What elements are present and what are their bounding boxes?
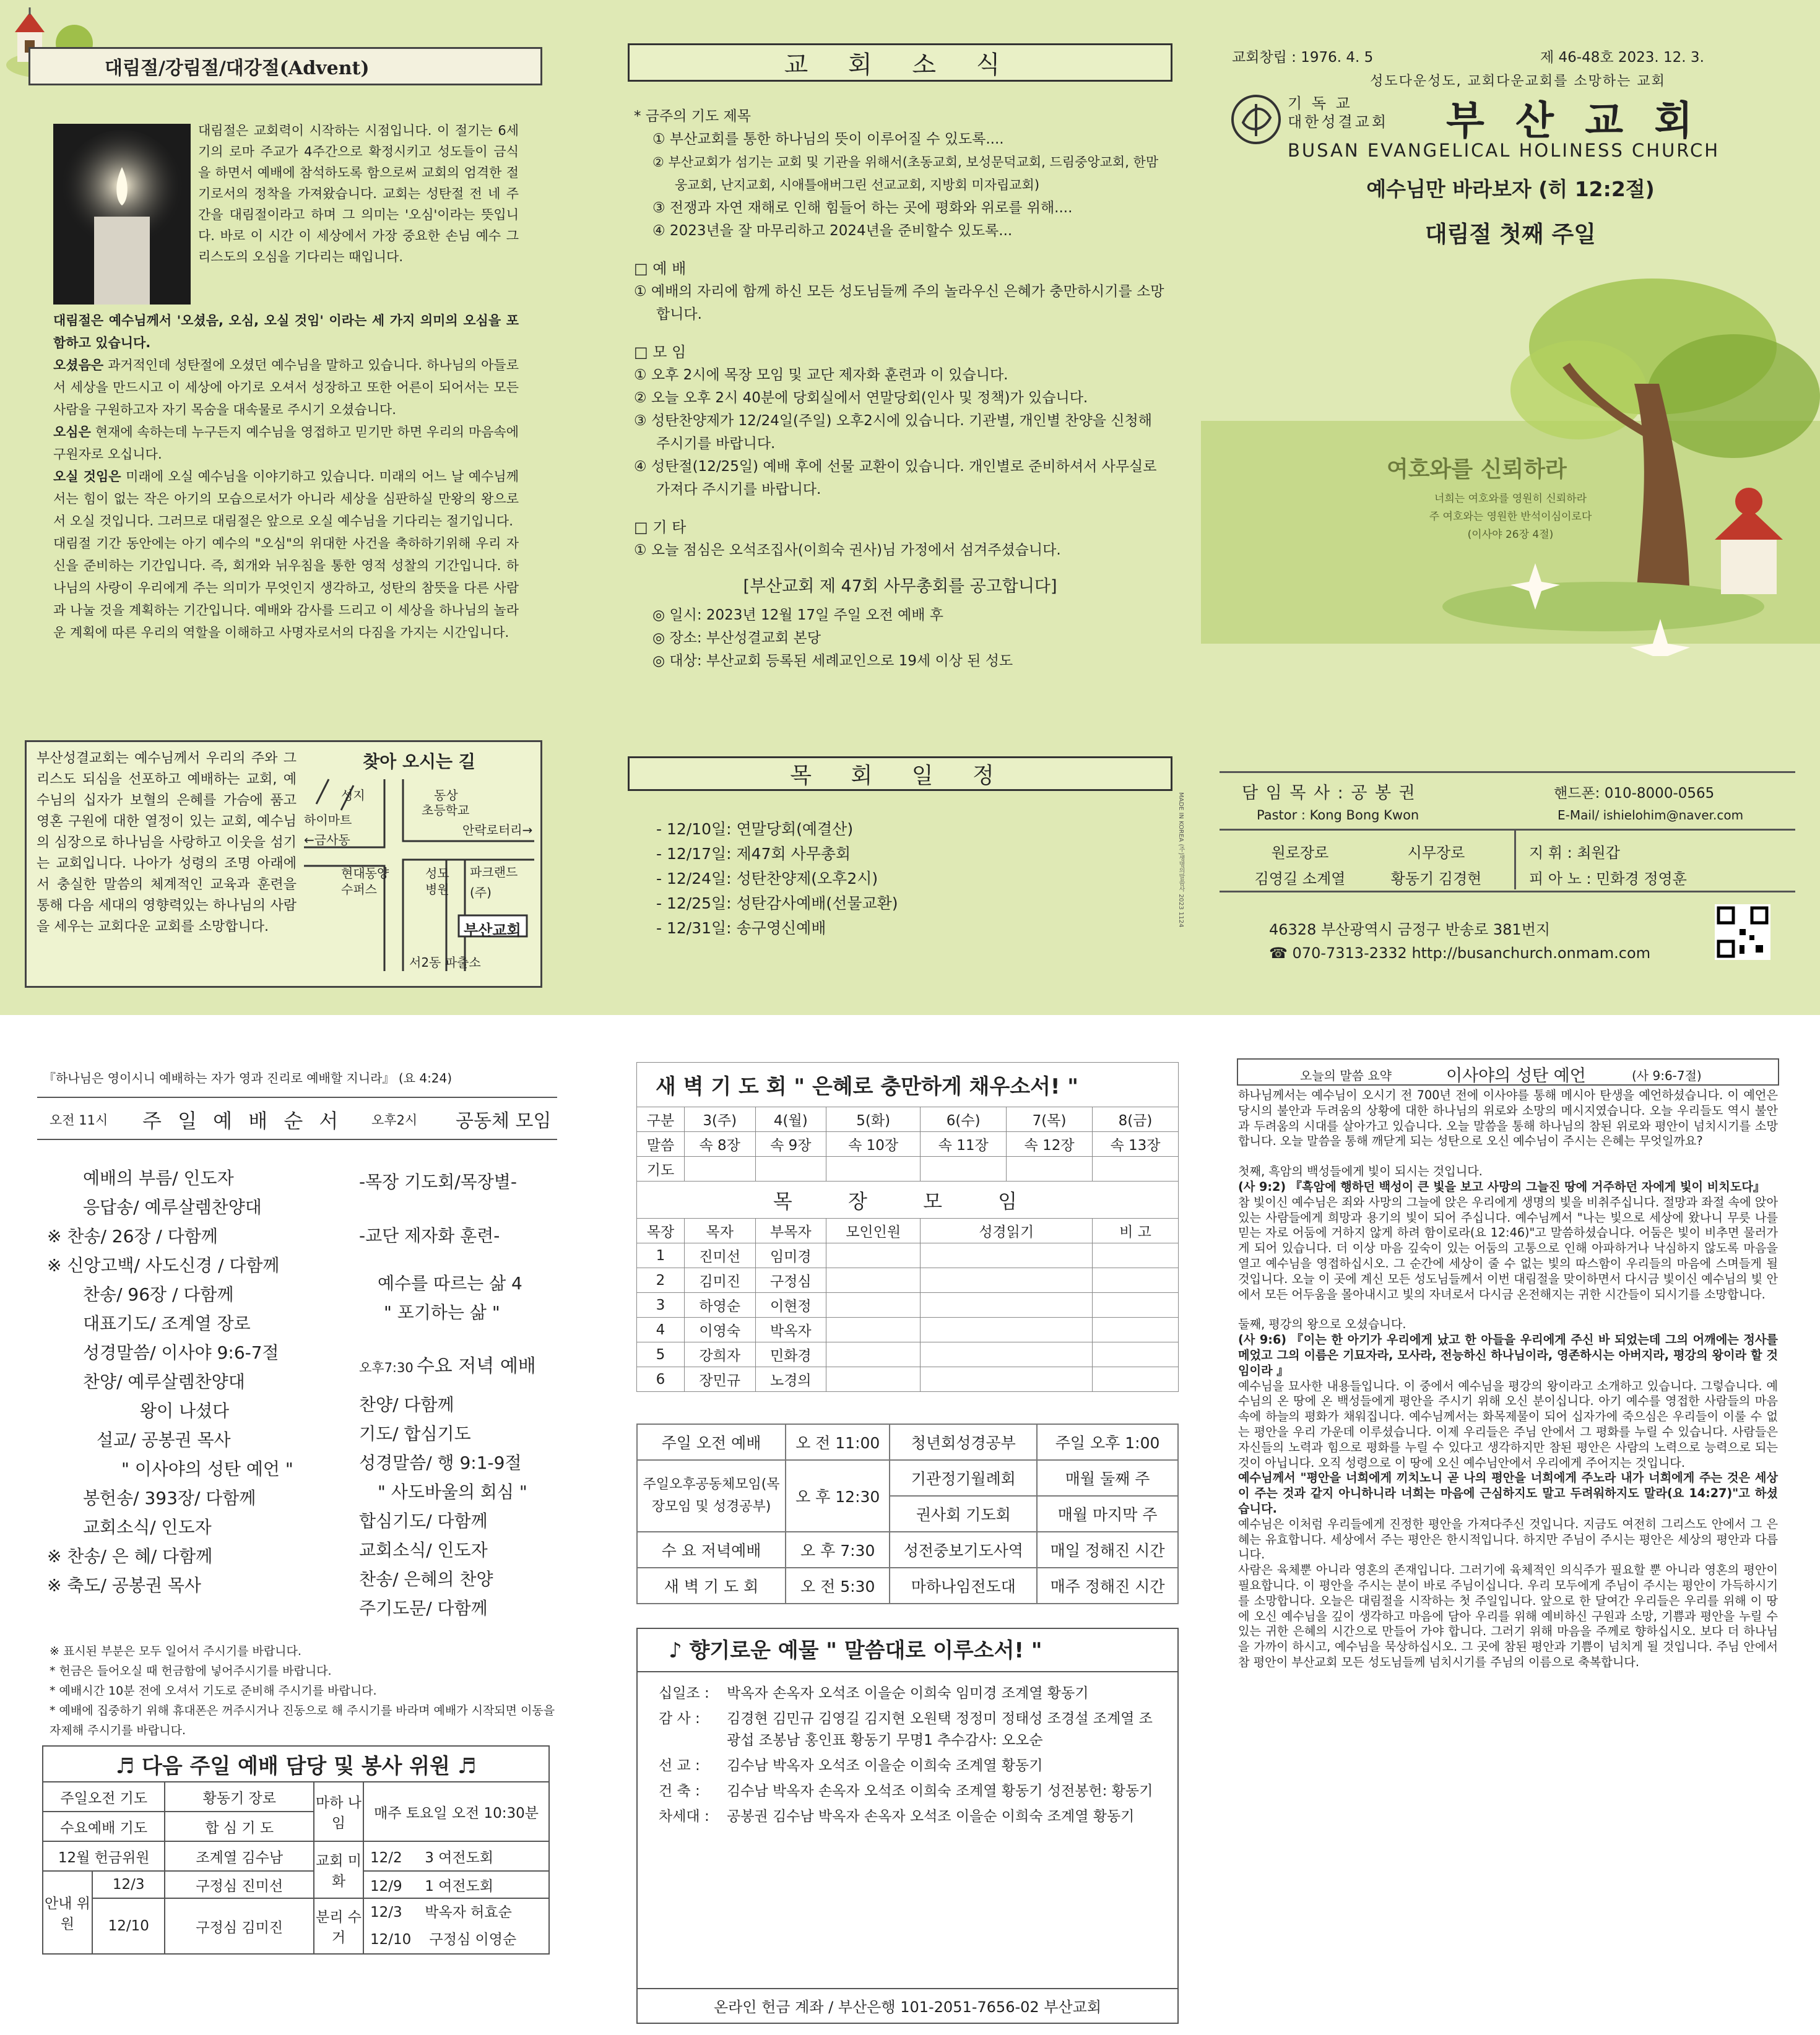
music [1529,840,1687,892]
sermon-quote2: (사 9:6) 『이는 한 아기가 우리에게 났고 한 아들을 우리에게 주신 바 되었는데 그의 어깨에는 정사를 메었고 그의 이름은 기묘자라, 모사라, 전능하신 하나님이라, 영존하시는 아버지라, 평강의 왕이라 할 것임이라 』 [1238,1333,1778,1378]
svc-name: 청년회성경공부 [890,1424,1037,1460]
cell-blank [1093,1268,1179,1293]
duty-cell: 황동기 장로 [165,1782,314,1812]
pianist: 피 아 노 : 민화경 정영훈 [1529,870,1687,888]
duty-cell: 수요예배 기도 [43,1812,165,1841]
am-item: " 이사야의 성탄 예언 " [121,1459,293,1479]
dawn-pray-cell [826,1157,921,1182]
cell-leader: 강희자 [684,1342,755,1367]
dawn-word: 속 8장 [684,1132,755,1157]
am-time: 오전 11시 [50,1113,108,1128]
map-label-school: 초등학교 [422,803,470,818]
meeting-heading: □ 모 임 [634,343,687,361]
sermon-body3: 예수님께서 "평안을 너희에게 끼치노니 곧 나의 평안을 너희에게 주노라 내가 너희에게 주는 것은 세상이 주는 것과 같지 아니하니라 너희는 마음에 근심하지도 말고 두려워하지도 말라(요 14:27)"고 하셨습니다. [1238,1471,1778,1516]
sermon-body4: 예수님은 이처럼 우리들에게 진정한 평안을 가져다주신 것입니다. 지금도 여전히 그리스도 안에서 그 은혜는 유효합니다. 세상에서 주는 평안은 한시적입니다. 하지만 주님이 주시는 평안은 세상의 평안과 다릅니다. [1238,1516,1778,1562]
sermon-label: 오늘의 말씀 요약 [1300,1068,1392,1083]
cell-blank [1093,1342,1179,1367]
svc-time: 매주 정해진 시간 [1037,1568,1178,1604]
dawn-word: 속 13장 [1093,1132,1179,1157]
cell-blank [826,1243,921,1268]
svc-name: 기관정기월례회 [890,1460,1037,1496]
duty-cell: 주일오전 기도 [43,1782,165,1812]
map-label-parkland: 파크랜드(주) [470,865,518,900]
directions-map [304,748,534,977]
schedule-title: 목 회 일 정 [628,756,1172,791]
meeting-item: ④ 성탄절(12/25일) 예배 후에 선물 교환이 있습니다. 개인별로 준비하셔서 사무실로 가져다 주시기를 바랍니다. [634,459,1157,498]
service-column [25,1015,582,2035]
sermon-point2: 둘째, 평강의 왕으로 오셨습니다. [1238,1317,1406,1332]
pm-order [359,1167,522,1327]
notice-item: ◎ 장소: 부산성결교회 본당 [652,630,821,646]
cell-head: 부목자 [755,1219,826,1243]
pastor-label: 담 임 목 사 : 공 봉 권 [1242,784,1416,803]
advent-intro-text: 대림절은 교회력이 시작하는 시점입니다. 이 절기는 6세기의 로마 주교가 4주간으로 확정시키고 성도들이 금식을 하면서 예배에 참석하도록 함으로써 교회의 엄격한 절기로서의 정착을 가져왔습니다. 교회는 성탄절 전 네 주간을 대림절이라고 하며 그 의미는 '오심'이라는 뜻입니다. 바로 이 시간 이 세상에서 가장 중요한 손님 예수 그리스도의 오심을 기다리는 때입니다. [198,123,519,264]
cell-sub: 민화경 [755,1342,826,1367]
cell-blank [1093,1293,1179,1318]
duty-title: ♬ 다음 주일 예배 담당 및 봉사 위원 ♬ [43,1746,549,1782]
wed-title-row [359,1350,536,1378]
svc-name: 새 벽 기 도 회 [637,1568,786,1604]
prayer-item: ① 부산교회를 통한 하나님의 뜻이 이루어질 수 있도록.... [652,131,1004,147]
notice-item: ◎ 대상: 부산교회 등록된 세례교인으로 19세 이상 된 성도 [652,653,1013,669]
svc-time: 오 전 5:30 [786,1568,890,1604]
pm-item: -목장 기도회/목장별- [359,1172,517,1192]
pastor-phone: 핸드폰: 010-8000-0565 [1554,785,1715,801]
advent-p1-head: 오셨음은 [53,358,104,373]
print-code: MADE IN KOREA (주)생명의말씀사 2023 1124 [1177,792,1184,928]
advent-p1: 과거적인데 성탄절에 오셨던 예수님을 말하고 있습니다. 하나님의 아들로서 세상을 만드시고 이 세상에 아기로 오셔서 성장하고 또한 어른이 되어서는 모든 사람을 구원하고자 자기 목숨을 대속물로 주시기 오셨습니다. [53,358,519,417]
cell-blank [826,1318,921,1342]
church-logo-icon [1229,93,1283,146]
duty-cell: 마하 나임 [314,1782,363,1841]
am-item: ※ 찬송/ 26장 / 다함께 [47,1226,218,1246]
map-label-seongmo: 성모 [425,866,449,881]
bun-date: 12/3 [370,1904,402,1921]
cell-leader: 진미선 [684,1243,755,1268]
dawn-pray-cell [1093,1157,1179,1182]
map-label-church: 부산교회 [464,922,521,939]
notice-item: ◎ 일시: 2023년 12월 17일 주일 오전 예배 후 [652,607,943,623]
art-ref: (이사야 26장 4절) [1467,529,1554,541]
dawn-head: 6(수) [921,1107,1007,1132]
worship-item: ① 예배의 자리에 함께 하신 모든 성도님들께 주의 놀라우신 은혜가 충만하시기를 소망합니다. [634,283,1164,322]
staff-block [1220,771,1795,962]
deacons [1374,840,1498,892]
deacon-names: 황동기 김경현 [1390,870,1482,888]
advent-title-box [28,47,542,85]
cell-blank [921,1318,1093,1342]
map-label-hyundai: 현대동양 [341,866,389,881]
map-label-himart: 하이마트 [304,813,352,827]
svc-name: 수 요 저녁예배 [637,1532,786,1568]
cell-blank [1093,1367,1179,1392]
advent-p4: 대림절 기간 동안에는 아기 예수의 "오심"의 위대한 사건을 축하하기위해 우리 자신을 준비하는 기간입니다. 즉, 회개와 뉘우침을 통한 영적 성찰의 기간입니다. 하나님의 사랑이 우리에게 주는 의미가 무엇인지 생각하고, 성탄의 참뜻을 다른 사람과 나눌 것을 계획하는 기간입니다. 예배와 감사를 드리고 이 세상을 하나님의 놀라운 계획에 따른 우리의 역할을 이해하고 사명자로서의 다짐을 가지는 시간입니다. [53,536,519,640]
map-label-geumsa: ←금사동 [304,832,350,847]
duty-cell: 12/3 [92,1871,165,1898]
art-line1: 너희는 여호와를 영원히 신뢰하라 [1434,493,1587,505]
dawn-word: 속 9장 [755,1132,826,1157]
dawn-head: 5(화) [826,1107,921,1132]
duty-cell: 조계열 김수남 [165,1841,314,1871]
svc-name: 주일오후공동체모임(목장모임 및 성경공부) [637,1460,786,1532]
pm-item: -교단 제자화 훈련- [359,1225,500,1246]
deacon-label: 시무장로 [1407,844,1465,862]
mission-map-box [25,740,542,988]
prayer-item: ② 부산교회가 섬기는 교회 및 기관을 위해서(초동교회, 보성문덕교회, 드림중앙교회, 한맘웅교회, 난지교회, 시애틀애버그린 선교교회, 지방회 미자립교회) [652,155,1159,192]
sermon-column [1232,1015,1801,2035]
theme-verse: 예수님만 바라보자 (히 12:2절) [1366,177,1655,201]
dawn-pray-cell [684,1157,755,1182]
offering-type: 선 교 : [659,1758,700,1774]
schedule-item: - 12/10일: 연말당회(예결산) [656,820,854,838]
wed-title: 수요 저녁 예배 [416,1355,536,1377]
church-english-name: BUSAN EVANGELICAL HOLINESS CHURCH [1288,140,1720,161]
sermon-body [1238,1088,1778,1670]
denomination-line1: 기 독 교 [1288,95,1353,112]
schedule-item: - 12/24일: 성탄찬양제(오후2시) [656,870,878,888]
offering-table [656,1681,1164,1830]
offering-box [636,1628,1179,2024]
svc-time: 오 후 12:30 [786,1460,890,1532]
prayer-item: ④ 2023년을 잘 마무리하고 2024년을 준비할수 있도록... [652,223,1013,239]
meeting-item: ③ 성탄찬양제가 12/24일(주일) 오후2시에 있습니다. 기관별, 개인별 찬양을 신청해 주시기를 바랍니다. [634,413,1152,452]
map-label-rotary: 안락로터리→ [462,823,533,837]
service-notes [50,1641,563,1740]
candle-image [53,124,191,305]
advent-p2-head: 오심은 [53,425,91,439]
svc-name: 마하나임전도대 [890,1568,1037,1604]
duty-cell: 매주 토요일 오전 10:30분 [363,1782,549,1841]
art-title: 여호와를 신뢰하라 [1387,457,1567,482]
cell-no: 1 [637,1243,685,1268]
cover-column [1201,0,1820,1015]
svc-name: 주일 오전 예배 [637,1424,786,1460]
service-header-verse: 『하나님은 영이시니 예배하는 자가 영과 진리로 예배할 지니라』 (요 4:24) [43,1071,453,1086]
svc-time: 매월 둘째 주 [1037,1460,1178,1496]
svc-time: 주일 오후 1:00 [1037,1424,1178,1460]
sermon-ref: (사 9:6-7절) [1632,1068,1702,1083]
am-item: ※ 신앙고백/ 사도신경 / 다함께 [47,1255,280,1276]
meeting-item: ② 오늘 오후 2시 40분에 당회실에서 연말당회(인사 및 정책)가 있습니다. [634,390,1088,406]
bun-date: 12/10 [370,1932,412,1948]
prayer-item: ③ 전쟁과 자연 재해로 인해 힘들어 하는 곳에 평화와 위로를 위해.... [652,200,1073,216]
denomination [1288,94,1389,131]
svc-time: 매월 마지막 주 [1037,1496,1178,1532]
am-order [47,1164,293,1600]
advent-p2: 현재에 속하는데 누구든지 예수님을 영접하고 믿기만 하면 우리의 마음속에 구원자로 오십니다. [53,425,519,462]
mi-date: 12/9 [370,1878,402,1895]
duty-cell: 분리 수거 [314,1898,363,1954]
conductor: 지 휘 : 최원갑 [1529,844,1620,862]
wed-item: 찬송/ 은혜의 찬양 [359,1569,493,1589]
schedule-item: - 12/31일: 송구영신예배 [656,919,826,937]
offering-names: 김수남 박옥자 오석조 이을순 이희숙 조계열 황동기 [727,1758,1043,1774]
dawn-pray-cell [1007,1157,1093,1182]
cell-blank [1093,1243,1179,1268]
pastor-english: Pastor : Kong Bong Kwon [1257,808,1419,823]
sermon-intro: 하나님께서는 예수님이 오시기 전 700년 전에 이사야를 통해 메시아 탄생을 예언하셨습니다. 이 예언은 당시의 불안과 두려움의 상황에 대한 하나님의 위로와 소망의 메시지였습니다. 오늘 우리들도 역시 불안과 두려움의 시대를 살아가고 있습니다. 오늘 말씀을 통해 하나님의 참된 위로와 평안이 넘치시기를 소망합니다. 오늘 말씀을 통해 깨닫게 되는 성탄으로 오신 예수님이 주시는 은혜는 무엇일까요? [1238,1088,1778,1149]
duty-cell: 교회 미화 [314,1841,363,1898]
pm-time: 오후2시 [371,1113,418,1128]
cell-sub: 노경의 [755,1367,826,1392]
cell-no: 2 [637,1268,685,1293]
cell-head: 목자 [684,1219,755,1243]
am-item: 성경말씀/ 이사야 9:6-7절 [83,1342,279,1363]
cell-leader: 김미진 [684,1268,755,1293]
schedule-item: - 12/17일: 제47회 사무총회 [656,845,851,863]
advent-bold-line: 대림절은 예수님께서 '오셨음, 오심, 오실 것임' 이라는 세 가지 의미의 오심을 포함하고 있습니다. [53,313,519,350]
prayer-heading: * 금주의 기도 제목 [634,108,751,124]
cell-head: 성경읽기 [921,1219,1093,1243]
svc-time: 매일 정해진 시간 [1037,1532,1178,1568]
meeting-item: ① 오후 2시에 목장 모임 및 교단 제자화 훈련과 이 있습니다. [634,367,1008,383]
svc-name: 성전중보기도사역 [890,1532,1037,1568]
offering-names: 공봉권 김수남 박옥자 손옥자 오석조 이을순 이희숙 조계열 황동기 [727,1808,1135,1825]
offering-type: 감 사 : [659,1711,700,1727]
offering-names: 김수남 박옥자 손옥자 오석조 이희숙 조계열 황동기 성전봉헌: 황동기 [727,1783,1153,1799]
offering-type: 건 축 : [659,1783,700,1799]
wed-item: 성경말씀/ 행 9:1-9절 [359,1453,522,1473]
cell-sub: 구정심 [755,1268,826,1293]
dawn-head: 구분 [637,1107,685,1132]
wed-item: " 사도바울의 회심 " [378,1482,527,1502]
bun-names: 박옥자 허효순 [425,1904,512,1921]
sermon-body1: 참 빛이신 예수님은 죄와 사망의 그늘에 앉은 우리에게 생명의 빛을 비취주십니다. 절망과 좌절 속에 앉아 있는 사람들에게 희망과 용기의 빛이 되어 주십니다. 예수님께서 "나는 빛으로 세상에 왔나니 무릇 나를 믿는 자로 어둠에 거하지 않게 하려 함이로라(요 12:46)"고 말씀하셨습니다. 어둠은 빛이 비추면 물러가게 되어 있습니다. 더 이상 마음 깊숙이 있는 어둠의 고통으로 인해 아파하거나 낙심하지 않도록 마음을 열고 예수님을 영접하십시오. 그 순간에 세상이 줄 수 없는 빛의 따스함이 우리들의 마음에 스며들게 될 것입니다. 오늘 이 곳에 계신 모든 성도님들께서 이번 대림절을 맞이하면서 다시금 빛이신 예수님의 빛 안에서 모든 어두움을 몰아내시고 빛의 자녀로서 다시금 온전해지는 귀한 시간들이 되시기를 소망합니다. [1238,1195,1778,1302]
cell-blank [826,1342,921,1367]
weekly-services-table [636,1424,1179,1604]
telephone-web: ☎ 070-7313-2332 http://busanchurch.onmam.com [1269,944,1651,962]
cell-no: 3 [637,1293,685,1318]
etc-heading: □ 기 타 [634,519,687,536]
sermon-title: 이사야의 성탄 예언 [1446,1066,1586,1086]
offering-account: 온라인 헌금 계좌 / 부산은행 101-2051-7656-02 부산교회 [638,1988,1177,2024]
offering-type: 십일조 : [659,1685,709,1701]
sermon-title-bar [1237,1058,1779,1086]
am-item: ※ 축도/ 공봉권 목사 [47,1575,201,1596]
wed-item: 기도/ 합심기도 [359,1424,471,1444]
cell-sub: 임미경 [755,1243,826,1268]
sermon-point1: 첫째, 흑암의 백성들에게 빛이 되시는 것입니다. [1238,1164,1483,1179]
svc-name: 권사회 기도회 [890,1496,1037,1532]
sermon-quote1: (사 9:2) 『흑암에 행하던 백성이 큰 빛을 보고 사망의 그늘진 땅에 거주하던 자에게 빛이 비치도다』 [1238,1179,1766,1194]
advent-title: 대림절/강림절/대강절(Advent) [105,58,370,79]
dawn-head: 4(월) [755,1107,826,1132]
map-label-super: 수퍼스 [341,882,377,897]
duty-cell: 12월 헌금위원 [43,1841,165,1871]
svc-time: 오 후 7:30 [786,1532,890,1568]
cell-head: 비 고 [1093,1219,1179,1243]
service-title-bar [37,1097,557,1140]
map-label-police: 서2동 파출소 [409,955,481,970]
cell-blank [826,1367,921,1392]
cell-blank [921,1367,1093,1392]
cell-sub: 박옥자 [755,1318,826,1342]
note-item: * 예배에 집중하기 위해 휴대폰은 꺼주시거나 진동으로 해 주시기를 바라며 예배가 시작되면 이동을 자제해 주시기를 바랍니다. [50,1704,555,1737]
church-motto: 성도다운성도, 교회다운교회를 소망하는 교회 [1370,74,1666,89]
cell-leader: 장민규 [684,1367,755,1392]
dawn-head: 3(주) [684,1107,755,1132]
church-name: 부 산 교 회 [1446,98,1702,144]
pastor-email: E-Mail/ ishielohim@naver.com [1558,808,1744,823]
cell-blank [1093,1318,1179,1342]
wed-order [359,1390,527,1623]
pm-item: " 포기하는 삶 " [384,1302,500,1323]
sermon-body2: 예수님을 묘사한 내용들입니다. 이 중에서 예수님을 평강의 왕이라고 소개하고 있습니다. 그렇습니다. 예수님의 온 땅에 온 백성들에게 평안을 주시기 위해 오신 분이십니다. 아기 예수를 영접한 사람들의 마음 속에 하늘의 평화가 채워집니다. 예수님께서는 화목제물이 되어 십자가에 죽으심은 우리들이 이룰 수 없는 평안을 우리 가운데 이루셨습니다. 이제 우리들은 주님 안에서 그 평화를 누릴 수 있습니다. 사람들은 자신들의 노력과 힘으로 평화를 누릴 수 있다고 생각하지만 참된 평안은 사람의 노력으로 능력으로 되는 것이 아닙니다. 오직 성령으로 이 땅에 오신 예수님안에서 우리에게 주어지는 것입니다. [1238,1378,1778,1470]
etc-item: ① 오늘 점심은 오석조집사(이희숙 권사)님 가정에서 섬겨주셨습니다. [634,542,1061,558]
art-line2: 주 여호와는 영원한 반석이심이로다 [1429,511,1592,523]
elder-names: 김영길 소계열 [1254,870,1346,888]
cell-blank [921,1268,1093,1293]
wed-item: 찬양/ 다함께 [359,1394,454,1415]
mi-group: 1 여전도회 [425,1878,494,1895]
advent-column [0,0,545,1015]
offering-title: ♪ 향기로운 예물 " 말씀대로 이루소서! " [638,1629,1177,1672]
denomination-line2: 대한성결교회 [1288,113,1389,131]
duty-cell: 안내 위원 [43,1871,92,1954]
wed-item: 합심기도/ 다함께 [359,1511,488,1531]
qr-code-icon[interactable] [1715,904,1770,960]
pm-item: 예수를 따르는 삶 4 [378,1273,522,1294]
sunday-name: 대림절 첫째 주일 [1425,221,1596,248]
note-item: * 예배시간 10분 전에 오셔서 기도로 준비해 주시기를 바랍니다. [50,1684,377,1698]
schedule-item: - 12/25일: 성탄감사예배(선물교환) [656,894,898,912]
cell-no: 4 [637,1318,685,1342]
cell-no: 6 [637,1367,685,1392]
schedule-column [631,1015,1182,2035]
dawn-title: 새 벽 기 도 회 " 은혜로 충만하게 채우소서! " [637,1063,1179,1107]
dawn-pray: 기도 [637,1157,685,1182]
cell-blank [921,1243,1093,1268]
dawn-head: 8(금) [1093,1107,1179,1132]
am-item: 설교/ 공봉권 목사 [97,1430,231,1450]
cell-no: 5 [637,1342,685,1367]
duty-cell: 구정심 김미진 [165,1898,314,1954]
cell-sub: 이현정 [755,1293,826,1318]
cell-blank [826,1268,921,1293]
duty-cell [363,1841,549,1871]
dawn-word: 말씀 [637,1132,685,1157]
dawn-head: 7(목) [1007,1107,1093,1132]
cell-title: 목 장 모 임 [637,1182,1179,1219]
am-item: 왕이 나셨다 [140,1401,230,1421]
offering-names: 김경현 김민규 김영길 김지현 오원택 정정미 정태성 조경설 조계열 조광섭 조봉남 홍인표 황동기 무명1 추수감사: 오오순 [727,1711,1153,1748]
svc-time: 오 전 11:00 [786,1424,890,1460]
news-column [607,0,1189,1015]
art-verse [1405,490,1616,544]
duty-cell [363,1871,549,1898]
dawn-pray-cell [755,1157,826,1182]
am-item: 찬송/ 96장 / 다함께 [83,1284,234,1305]
offering-names: 박옥자 손옥자 오석조 이을순 이희숙 임미경 조계열 황동기 [727,1685,1089,1701]
elder-label: 원로장로 [1271,844,1329,862]
map-label-dongsang: 동상 [434,788,458,803]
bun-names: 구정심 이영순 [429,1932,517,1948]
dawn-word: 속 11장 [921,1132,1007,1157]
wed-item: 교회소식/ 인도자 [359,1540,488,1560]
duty-cell [363,1898,549,1954]
dawn-prayer-table [636,1062,1179,1392]
pm-title: 공동체 모임 [456,1110,552,1132]
dawn-pray-cell [921,1157,1007,1182]
am-item: 봉헌송/ 393장/ 다함께 [83,1488,256,1508]
sermon-body5: 사람은 육체뿐 아니라 영혼의 존재입니다. 그러기에 육체적인 의식주가 필요할 뿐 아니라 영혼의 평안이 필요합니다. 이 평안을 주시는 분이 바로 주님이십니다. 우리 모두에게 주님이 주시는 평안이 가득하시기를 소망합니다. 오늘은 대림절을 시작하는 첫 주일입니다. 앞으로 한 달여간 우리들은 우리를 위해 이 땅에 오신 예수님을 깊이 생각하고 마음에 담아 우리를 위해 예비하신 구원과 소망, 기쁨과 평안을 누릴 수 있는 귀한 은혜의 시간으로 만들어 가야 합니다. 그러기 위해 마음을 주께로 향하십시오. 보다 더 하나님을 가까이 하시고, 예수님을 묵상하십시오. 그 곳에 참된 평안과 기쁨이 넘치게 될 것입니다. 주님 안에서 참 평안이 부산교회 모든 성도님들께 넘치시기를 주님의 이름으로 축복합니다. [1238,1563,1778,1669]
duty-table [42,1745,550,1955]
mi-date: 12/2 [370,1849,402,1866]
duty-cell: 합 심 기 도 [165,1812,314,1841]
am-item: 응답송/ 예루살렘찬양대 [83,1197,262,1217]
cell-blank [921,1342,1093,1367]
advent-p3-head: 오실 것임은 [53,469,121,484]
wed-item: 주기도문/ 다함께 [359,1598,488,1618]
wed-time: 오후7:30 [359,1360,414,1375]
map-title: 찾아 오시는 길 [363,751,475,772]
contact [1269,918,1650,965]
map-label-seongji: 성지 [341,788,365,803]
map-label-hospital: 병원 [425,882,449,897]
duty-cell: 12/10 [92,1898,165,1954]
am-title: 주 일 예 배 순 서 [142,1109,344,1133]
worship-heading: □ 예 배 [634,260,687,277]
note-item: * 헌금은 들어오실 때 헌금함에 넣어주시기를 바랍니다. [50,1664,332,1678]
cell-blank [826,1293,921,1318]
outer-sheet [0,0,1820,1015]
cell-leader: 하영순 [684,1293,755,1318]
elders [1244,840,1356,892]
mi-group: 3 여전도회 [425,1849,494,1866]
cell-leader: 이영숙 [684,1318,755,1342]
am-item: 교회소식/ 인도자 [83,1517,212,1537]
dawn-word: 속 10장 [826,1132,921,1157]
cell-head: 모인인원 [826,1219,921,1243]
cell-head: 목장 [637,1219,685,1243]
inner-sheet [0,1015,1820,2035]
duty-cell: 구정심 진미선 [165,1871,314,1898]
offering-type: 차세대 : [659,1808,709,1825]
issue-number: 제 46-48호 2023. 12. 3. [1540,50,1704,66]
founded-date: 교회창립 : 1976. 4. 5 [1232,50,1374,66]
news-body [634,105,1166,673]
cell-blank [921,1293,1093,1318]
schedule-list [656,817,898,941]
am-item: 대표기도/ 조계열 장로 [83,1313,251,1334]
advent-p3: 미래에 오실 예수님을 이야기하고 있습니다. 미래의 어느 날 예수님께서는 힘이 없는 작은 아기의 모습으로서가 아니라 세상을 심판하실 만왕의 왕으로서 오실 것입니다. 그러므로 대림절은 앞으로 오실 예수님을 기다리는 절기입니다. [53,469,519,529]
dawn-word: 속 12장 [1007,1132,1093,1157]
address: 46328 부산광역시 금정구 반송로 381번지 [1269,921,1551,938]
advent-body [53,309,519,644]
mission-text: 부산성결교회는 예수님께서 우리의 주와 그리스도 되심을 선포하고 예배하는 교회, 예수님의 십자가 보혈의 은혜를 가슴에 품고 영혼 구원에 대한 열정이 있는 교회, 예수님의 심장으로 하나님을 사랑하고 이웃을 섬기는 교회입니다. 나아가 성령의 조명 아래에서 충실한 말씀의 체계적인 교육과 훈련을 통해 다음 세대의 영향력있는 하나님의 사람을 세우는 교회다운 교회를 소망합니다. [37,751,297,935]
am-item: 찬양/ 예루살렘찬양대 [83,1372,245,1392]
am-item: ※ 찬송/ 은 혜/ 다함께 [47,1546,213,1566]
am-item: 예배의 부름/ 인도자 [83,1168,234,1188]
general-assembly-notice-title: [부산교회 제 47회 사무총회를 공고합니다] [743,577,1057,596]
note-item: ※ 표시된 부분은 모두 일어서 주시기를 바랍니다. [50,1644,301,1658]
news-title: 교 회 소 식 [628,43,1172,82]
